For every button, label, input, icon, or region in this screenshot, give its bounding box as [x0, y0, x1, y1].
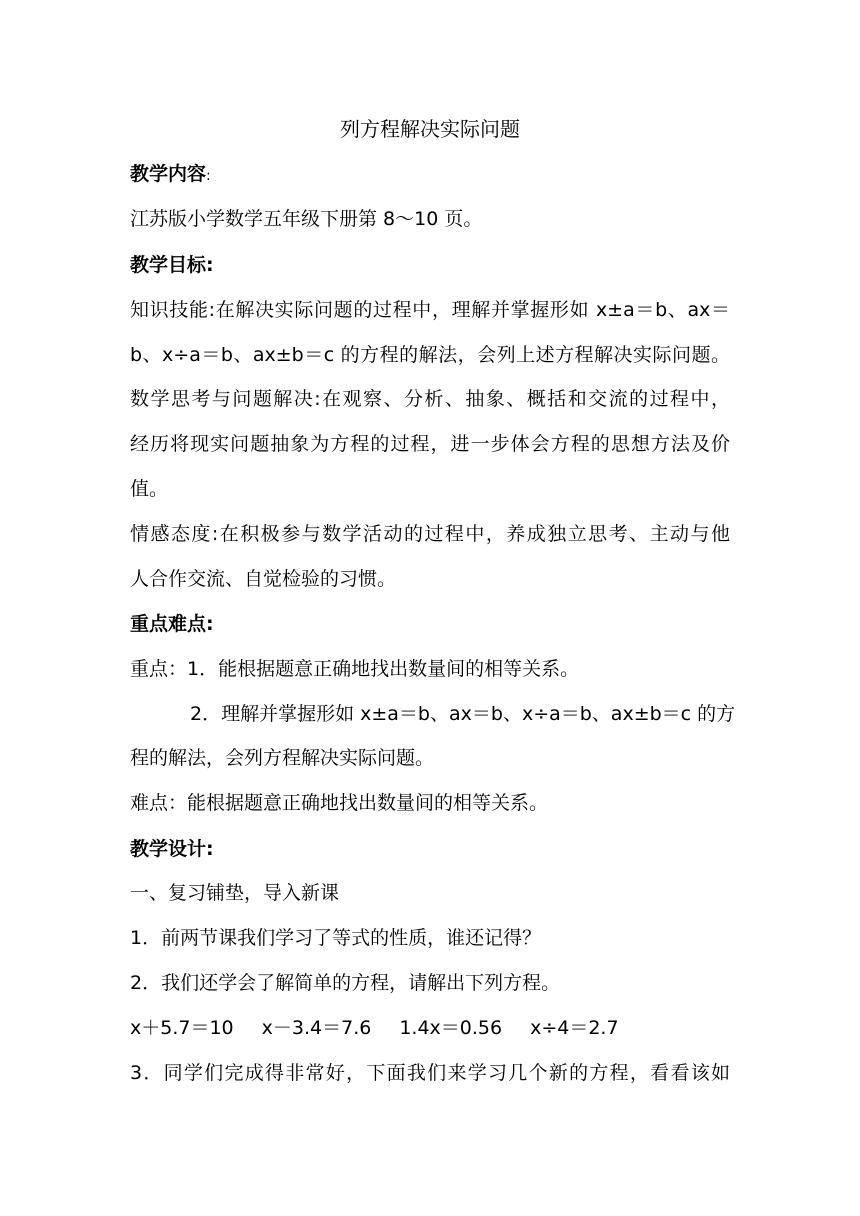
- content-heading-text: 教学内容: [130, 163, 207, 185]
- goal-knowledge-line1: 知识技能:在解决实际问题的过程中，理解并掌握形如 x±a＝b、ax＝: [130, 299, 730, 321]
- key-point-1: 重点：1．能根据题意正确地找出数量间的相等关系。: [130, 658, 580, 680]
- document-title: 列方程解决实际问题: [340, 117, 520, 141]
- equation-list: [130, 1016, 730, 1040]
- content-text: 江苏版小学数学五年级下册第 8～10 页。: [130, 208, 483, 230]
- content-heading-colon: :: [206, 168, 211, 184]
- key-point-2-line1: 2．理解并掌握形如 x±a＝b、ax＝b、x÷a＝b、ax±b＝c 的方: [190, 703, 736, 725]
- goal-thinking-line2: 经历将现实问题抽象为方程的过程，进一步体会方程的思想方法及价: [130, 433, 730, 455]
- key-difficulty: 难点：能根据题意正确地找出数量间的相等关系。: [130, 792, 549, 814]
- key-point-2-line2: 程的解法，会列方程解决实际问题。: [130, 747, 435, 769]
- design-section-1: 一、复习铺垫，导入新课: [130, 882, 340, 904]
- goal-thinking-line3: 值。: [130, 478, 169, 500]
- content-heading: [130, 162, 730, 188]
- design-item-3: 3．同学们完成得非常好，下面我们来学习几个新的方程，看看该如: [130, 1062, 730, 1084]
- design-heading: 教学设计:: [130, 838, 214, 860]
- goal-thinking-line1: 数学思考与问题解决:在观察、分析、抽象、概括和交流的过程中，: [130, 388, 730, 410]
- goal-emotion-line1: 情感态度:在积极参与数学活动的过程中，养成独立思考、主动与他: [130, 523, 730, 545]
- equation-item: x－3.4＝7.6: [261, 1017, 372, 1039]
- goals-heading: 教学目标:: [130, 254, 214, 276]
- goal-knowledge-line2: b、x÷a＝b、ax±b＝c 的方程的解法，会列上述方程解决实际问题。: [130, 344, 730, 366]
- key-heading: 重点难点:: [130, 613, 214, 635]
- equation-item: x＋5.7＝10: [130, 1017, 234, 1039]
- equation-item: x÷4＝2.7: [530, 1017, 619, 1039]
- equation-item: 1.4x＝0.56: [399, 1017, 503, 1039]
- design-item-1: 1．前两节课我们学习了等式的性质，谁还记得？: [130, 927, 542, 949]
- design-item-2: 2．我们还学会了解简单的方程，请解出下列方程。: [130, 972, 561, 994]
- goal-emotion-line2: 人合作交流、自觉检验的习惯。: [130, 568, 397, 590]
